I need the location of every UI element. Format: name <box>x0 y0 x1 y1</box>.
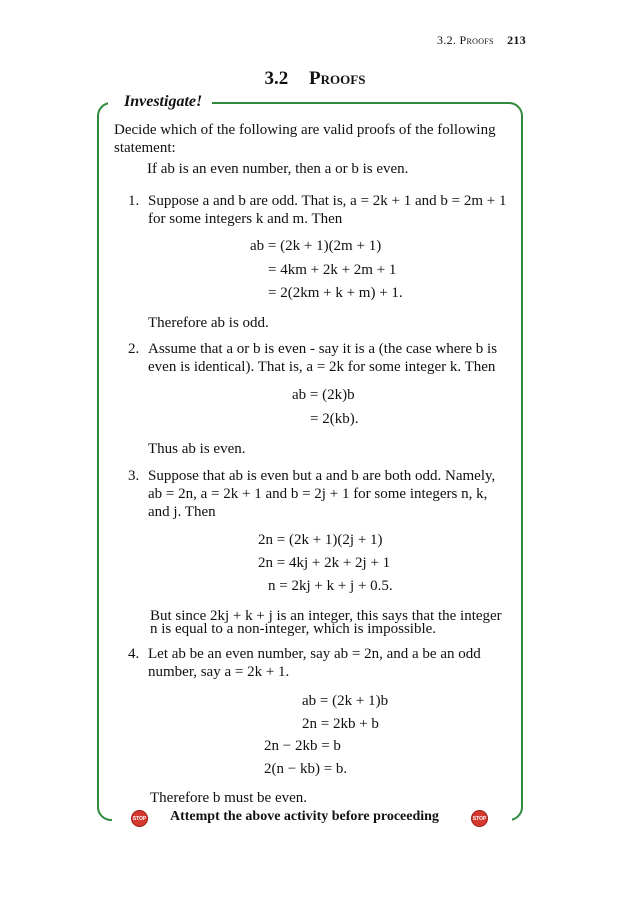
item-text-line: ab = 2n, a = 2k + 1 and b = 2j + 1 for some integers n, k, <box>148 486 488 502</box>
item-text-line: number, say a = 2k + 1. <box>148 664 290 680</box>
item-text-line: and j. Then <box>148 504 216 520</box>
item-text-line: Let ab be an even number, say ab = 2n, and a be an odd <box>148 646 481 662</box>
activity-statement: If ab is an even number, then a or b is even. <box>147 161 409 177</box>
activity-footer-note: Attempt the above activity before proceeding <box>170 809 439 824</box>
item-conclusion: Therefore ab is odd. <box>148 315 269 331</box>
math-line: ab = (2k + 1)b <box>302 693 389 709</box>
section-name: Proofs <box>309 68 366 89</box>
item-text-line: Assume that a or b is even - say it is a (the case where b is <box>148 341 498 357</box>
item-number: 1. <box>128 193 140 209</box>
math-line: 2n = 2kb + b <box>302 716 379 732</box>
item-number: 2. <box>128 341 140 357</box>
item-number: 4. <box>128 646 140 662</box>
item-text-line: Suppose a and b are odd. That is, a = 2k + 1 and b = 2m + 1 <box>148 193 507 209</box>
stop-sign-icon: STOP <box>471 810 488 827</box>
item-text-line: Suppose that ab is even but a and b are both odd. Namely, <box>148 468 496 484</box>
math-line: = 4km + 2k + 2m + 1 <box>268 262 397 278</box>
math-line: = 2(2km + k + m) + 1. <box>268 285 403 301</box>
item-text-line: even is identical). That is, a = 2k for some integer k. Then <box>148 359 496 375</box>
item-conclusion-line: But since 2kj + k + j is an integer, this says that the integer <box>150 608 502 624</box>
math-line: 2n − 2kb = b <box>264 738 341 754</box>
math-line: n = 2kj + k + j + 0.5. <box>268 578 393 594</box>
running-head <box>437 33 526 48</box>
activity-label: Investigate! <box>124 93 203 110</box>
math-line: ab = (2k)b <box>292 387 355 403</box>
item-number: 3. <box>128 468 140 484</box>
stop-sign-icon: STOP <box>131 810 148 827</box>
math-line: 2n = 4kj + 2k + 2j + 1 <box>258 555 391 571</box>
page-number: 213 <box>507 33 526 47</box>
item-conclusion: Therefore b must be even. <box>150 790 308 806</box>
math-line: ab = (2k + 1)(2m + 1) <box>250 238 382 254</box>
running-head-section: 3.2. Proofs <box>437 33 494 47</box>
item-text-line: for some integers k and m. Then <box>148 211 343 227</box>
math-line: = 2(kb). <box>310 411 359 427</box>
item-conclusion-line: n is equal to a non-integer, which is impossible. <box>150 621 437 637</box>
math-line: 2(n − kb) = b. <box>264 761 348 777</box>
math-line: 2n = (2k + 1)(2j + 1) <box>258 532 383 548</box>
section-title <box>0 68 630 90</box>
activity-intro: Decide which of the following are valid proofs of the following statement: <box>114 122 496 156</box>
section-number: 3.2 <box>264 68 289 89</box>
item-conclusion: Thus ab is even. <box>148 441 246 457</box>
